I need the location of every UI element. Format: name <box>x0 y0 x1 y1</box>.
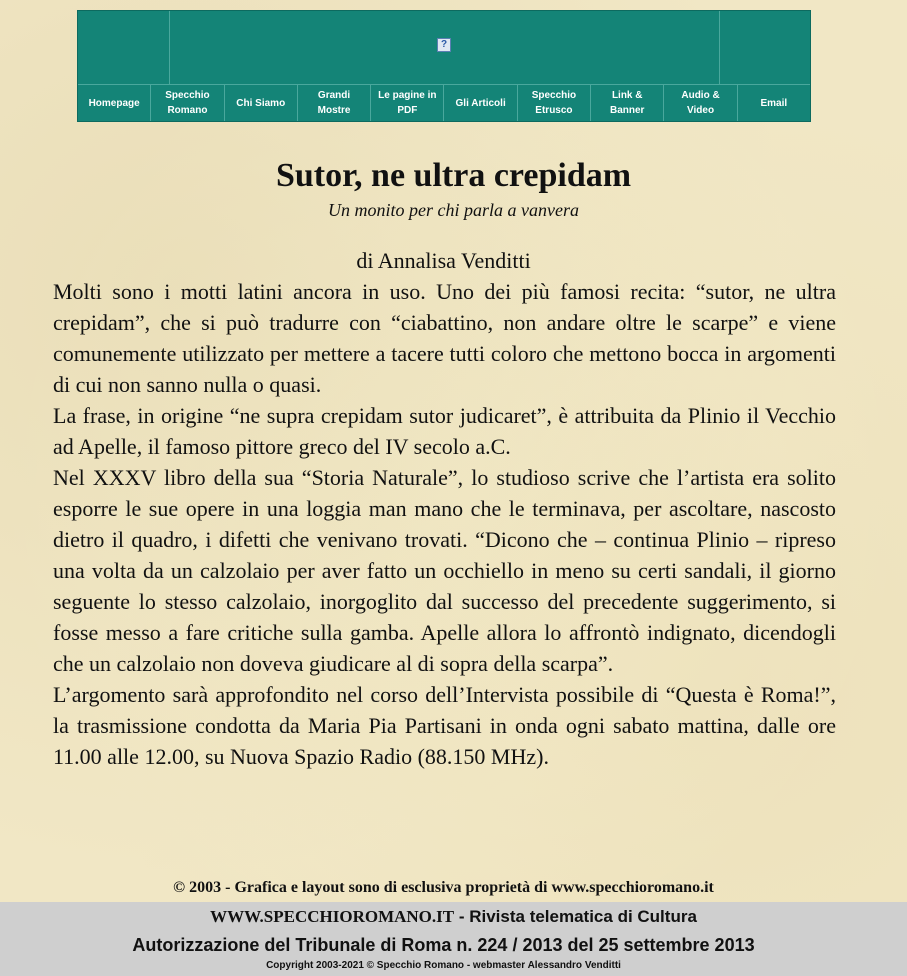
nav-item-chi-siamo[interactable]: Chi Siamo <box>225 85 298 121</box>
article-title: Sutor, ne ultra crepidam <box>275 157 632 194</box>
nav-banner <box>78 11 810 85</box>
article-author: di Annalisa Venditti <box>356 248 531 273</box>
nav-item-specchio-romano[interactable]: Specchio Romano <box>151 85 224 121</box>
article-paragraph: Molti sono i motti latini ancora in uso. Uno dei più famosi recita: “sutor, ne ultra crepidam”, che si può tradurre con “ciabattino, non andare oltre le scarpe” e viene comunemente utilizzato per mettere a tacere tutti coloro che mettono bocca in argomenti di cui non sanno nulla o quasi. <box>53 279 836 397</box>
site-footer <box>0 902 907 976</box>
nav-item-grandi-mostre[interactable]: Grandi Mostre <box>298 85 371 121</box>
nav-banner-right-cell <box>719 11 810 84</box>
navigation-bar <box>77 10 811 122</box>
copyright-notice: © 2003 - Grafica e layout sono di esclusiva proprietà di www.specchioromano.it <box>173 879 714 896</box>
nav-menu <box>78 85 810 121</box>
nav-item-specchio-etrusco[interactable]: Specchio Etrusco <box>518 85 591 121</box>
nav-item-homepage[interactable]: Homepage <box>78 85 151 121</box>
broken-image-icon[interactable]: ? <box>437 38 451 52</box>
article-body <box>53 276 836 772</box>
footer-title-line <box>0 906 907 928</box>
nav-item-articoli[interactable]: Gli Articoli <box>444 85 517 121</box>
footer-site-name[interactable]: WWW.SPECCHIOROMANO.IT <box>210 907 455 926</box>
nav-item-audio-video[interactable]: Audio & Video <box>664 85 737 121</box>
footer-copyright: Copyright 2003-2021 © Specchio Romano - webmaster Alessandro Venditti <box>266 960 621 971</box>
footer-tagline: - Rivista telematica di Cultura <box>454 907 697 926</box>
footer-authorization: Autorizzazione del Tribunale di Roma n. 224 / 2013 del 25 settembre 2013 <box>132 935 755 955</box>
nav-banner-left-cell <box>78 11 170 84</box>
article-subtitle: Un monito per chi parla a vanvera <box>328 200 579 220</box>
article-paragraph: La frase, in origine “ne supra crepidam sutor judicaret”, è attribuita da Plinio il Vecchio ad Apelle, il famoso pittore greco del IV secolo a.C. <box>53 403 836 459</box>
nav-item-pagine-pdf[interactable]: Le pagine in PDF <box>371 85 444 121</box>
nav-item-email[interactable]: Email <box>760 97 788 109</box>
nav-item-link-banner[interactable]: Link & Banner <box>591 85 664 121</box>
article-paragraph: L’argomento sarà approfondito nel corso dell’Intervista possibile di “Questa è Roma!”, la trasmissione condotta da Maria Pia Partisani in onda ogni sabato mattina, dalle ore 11.00 alle 12.00, su Nuova Spazio Radio (88.150 MHz). <box>53 682 836 769</box>
article-paragraph: Nel XXXV libro della sua “Storia Naturale”, lo studioso scrive che l’artista era solito esporre le sue opere in una loggia man mano che le terminava, per ascoltare, nascosto dietro il quadro, i difetti che venivano trovati. “Dicono che – continua Plinio – ripreso una volta da un calzolaio per aver fatto un occhiello in meno su certi sandali, il giorno seguente lo stesso calzolaio, inorgoglito dal successo del precedente suggerimento, si fosse messo a fare critiche sulla gamba. Apelle allora lo affrontò indignato, dicendogli che un calzolaio non doveva giudicare al di sopra della scarpa”. <box>53 465 836 676</box>
